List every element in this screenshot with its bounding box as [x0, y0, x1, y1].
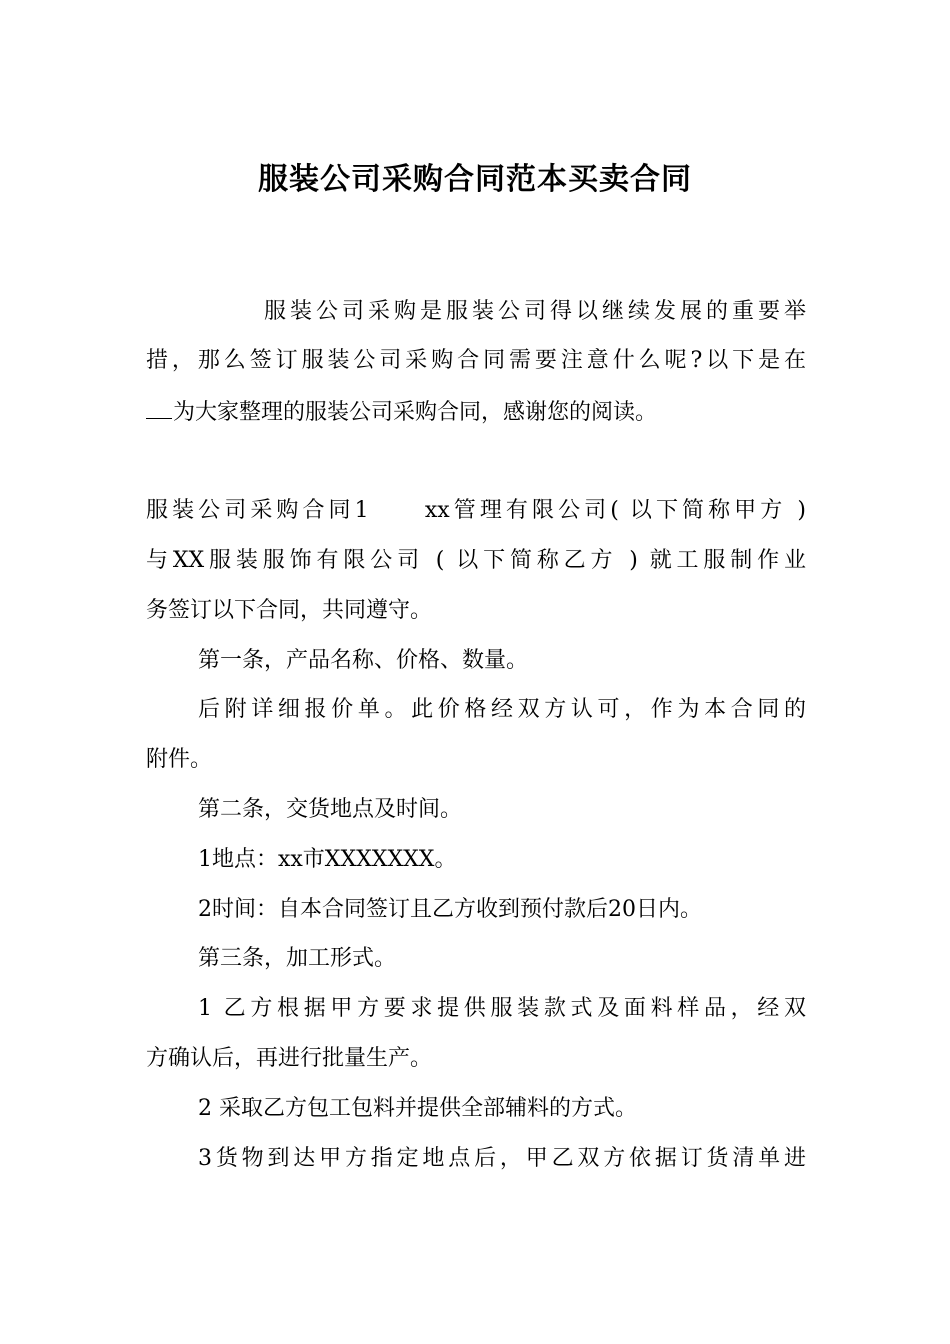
article-1-line-2: 附件。: [146, 747, 213, 772]
intro-line-3: [146, 394, 806, 430]
article-1-line-1: 后附详细报价单。此价格经双方认可，作为本合同的: [198, 697, 806, 722]
intro-line-1: 服装公司采购是服装公司得以继续发展的重要举: [264, 299, 806, 324]
intro-line-2: 措，那么签订服装公司采购合同需要注意什么呢?以下是在: [146, 348, 806, 373]
article-3-item-1-line-2: 方确认后，再进行批量生产。: [146, 1046, 433, 1071]
document-title: 服装公司采购合同范本买卖合同: [258, 162, 692, 197]
article-3-item-2: 2 采取乙方包工包料并提供全部辅料的方式。: [198, 1096, 637, 1121]
fill-in-blank: [146, 394, 172, 419]
article-2-item-2: 2时间：自本合同签订且乙方收到预付款后20日内。: [198, 897, 702, 922]
contract-line-3: 务签订以下合同，共同遵守。: [146, 598, 433, 623]
contract-line-2: 与XX服装服饰有限公司 ( 以下简称乙方 ) 就工服制作业: [146, 548, 806, 573]
intro-line-3-text: 为大家整理的服装公司采购合同，感谢您的阅读。: [173, 400, 658, 425]
article-3-heading: 第三条，加工形式。: [198, 946, 397, 971]
contract-line-1: 服装公司采购合同1 xx管理有限公司( 以下简称甲方 ): [146, 498, 806, 523]
article-1-heading: 第一条，产品名称、价格、数量。: [198, 648, 529, 673]
article-2-heading: 第二条，交货地点及时间。: [198, 797, 463, 822]
article-2-item-1: 1地点：xx市XXXXXXX。: [198, 847, 457, 872]
article-3-item-1-line-1: 1 乙方根据甲方要求提供服装款式及面料样品，经双: [198, 996, 806, 1021]
article-3-item-3-line-1: 3货物到达甲方指定地点后，甲乙双方依据订货清单进: [198, 1146, 806, 1171]
